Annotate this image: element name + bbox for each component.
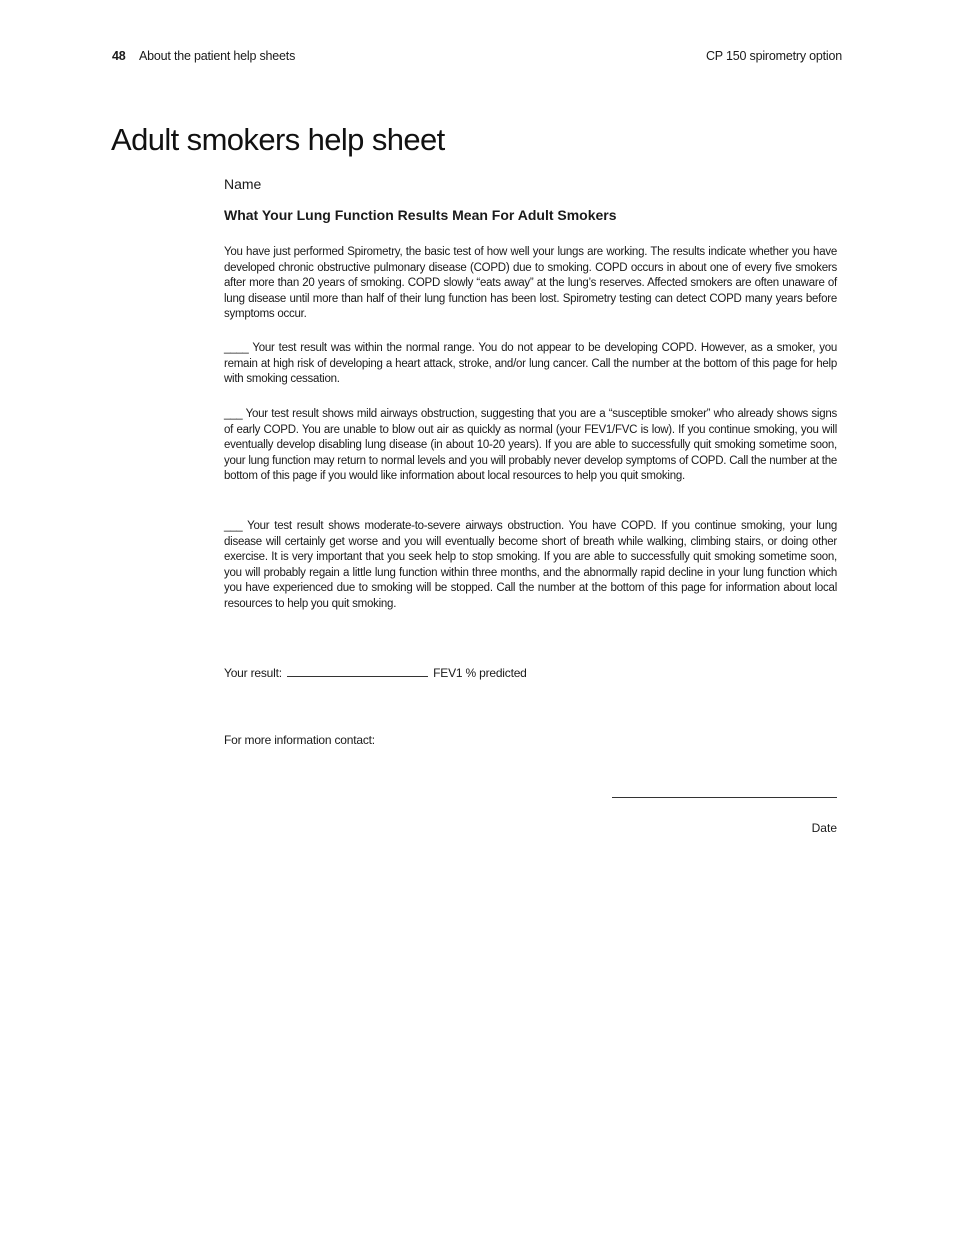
name-label: Name: [224, 176, 262, 192]
result-unit: FEV1 % predicted: [433, 666, 527, 680]
date-label: Date: [811, 821, 837, 835]
result-blank-field[interactable]: [287, 665, 428, 677]
page-header: [112, 49, 842, 67]
page-number: 48: [112, 49, 126, 63]
date-signature-line[interactable]: [612, 797, 837, 798]
sheet-subheading: What Your Lung Function Results Mean For Adult Smokers: [224, 207, 617, 223]
header-section-title: About the patient help sheets: [139, 49, 296, 63]
header-product-name: CP 150 spirometry option: [705, 49, 842, 63]
page-title: Adult smokers help sheet: [111, 122, 445, 157]
normal-result-paragraph: ____ Your test result was within the normal range. You do not appear to be developing COPD. However, as a smoker, you remain at high risk of developing a heart attack, stroke, and/or lung cancer. Call the number at the bottom of this page for help with smoking cessation.: [224, 342, 837, 386]
intro-paragraph: You have just performed Spirometry, the basic test of how well your lungs are working. The results indicate whether you have developed chronic obstructive pulmonary disease (COPD) due to smoking. COPD occurs in about one of every five smokers after more than 20 years of smoking. COPD slowly “eats away” at the lung’s reserves. Affected smokers are often unaware of lung disease until more than half of their lung function has been lost. Spirometry testing can detect COPD many years before symptoms occur.: [224, 246, 837, 321]
moderate-severe-obstruction-paragraph: ___ Your test result shows moderate-to-severe airways obstruction. You have COPD. If you continue smoking, your lung disease will certainly get worse and you will eventually become short of breath while walking, climbing stairs, or doing other exercise. It is very important that you seek help to stop smoking. If you are able to successfully quit smoking sometime soon, you will probably regain a little lung function within three months, and the abnormally rapid decline in your lung function which you have experienced due to smoking will be stopped. Call the number at the bottom of this page for information about local resources to help you quit smoking.: [224, 520, 837, 610]
result-line: [224, 665, 837, 680]
mild-obstruction-paragraph: ___ Your test result shows mild airways obstruction, suggesting that you are a “susceptible smoker” who already shows signs of early COPD. You are unable to blow out air as quickly as normal (your FEV1/FVC is low). If you continue smoking, you will eventually develop disabling lung disease (in about 10-20 years). If you are able to successfully quit smoking sometime soon, your lung function may return to normal levels and you will probably never develop symptoms of COPD. Call the number at the bottom of this page if you would like information about local resources to help you quit smoking.: [224, 408, 837, 483]
result-label: Your result:: [224, 666, 282, 680]
contact-label: For more information contact:: [224, 733, 375, 747]
